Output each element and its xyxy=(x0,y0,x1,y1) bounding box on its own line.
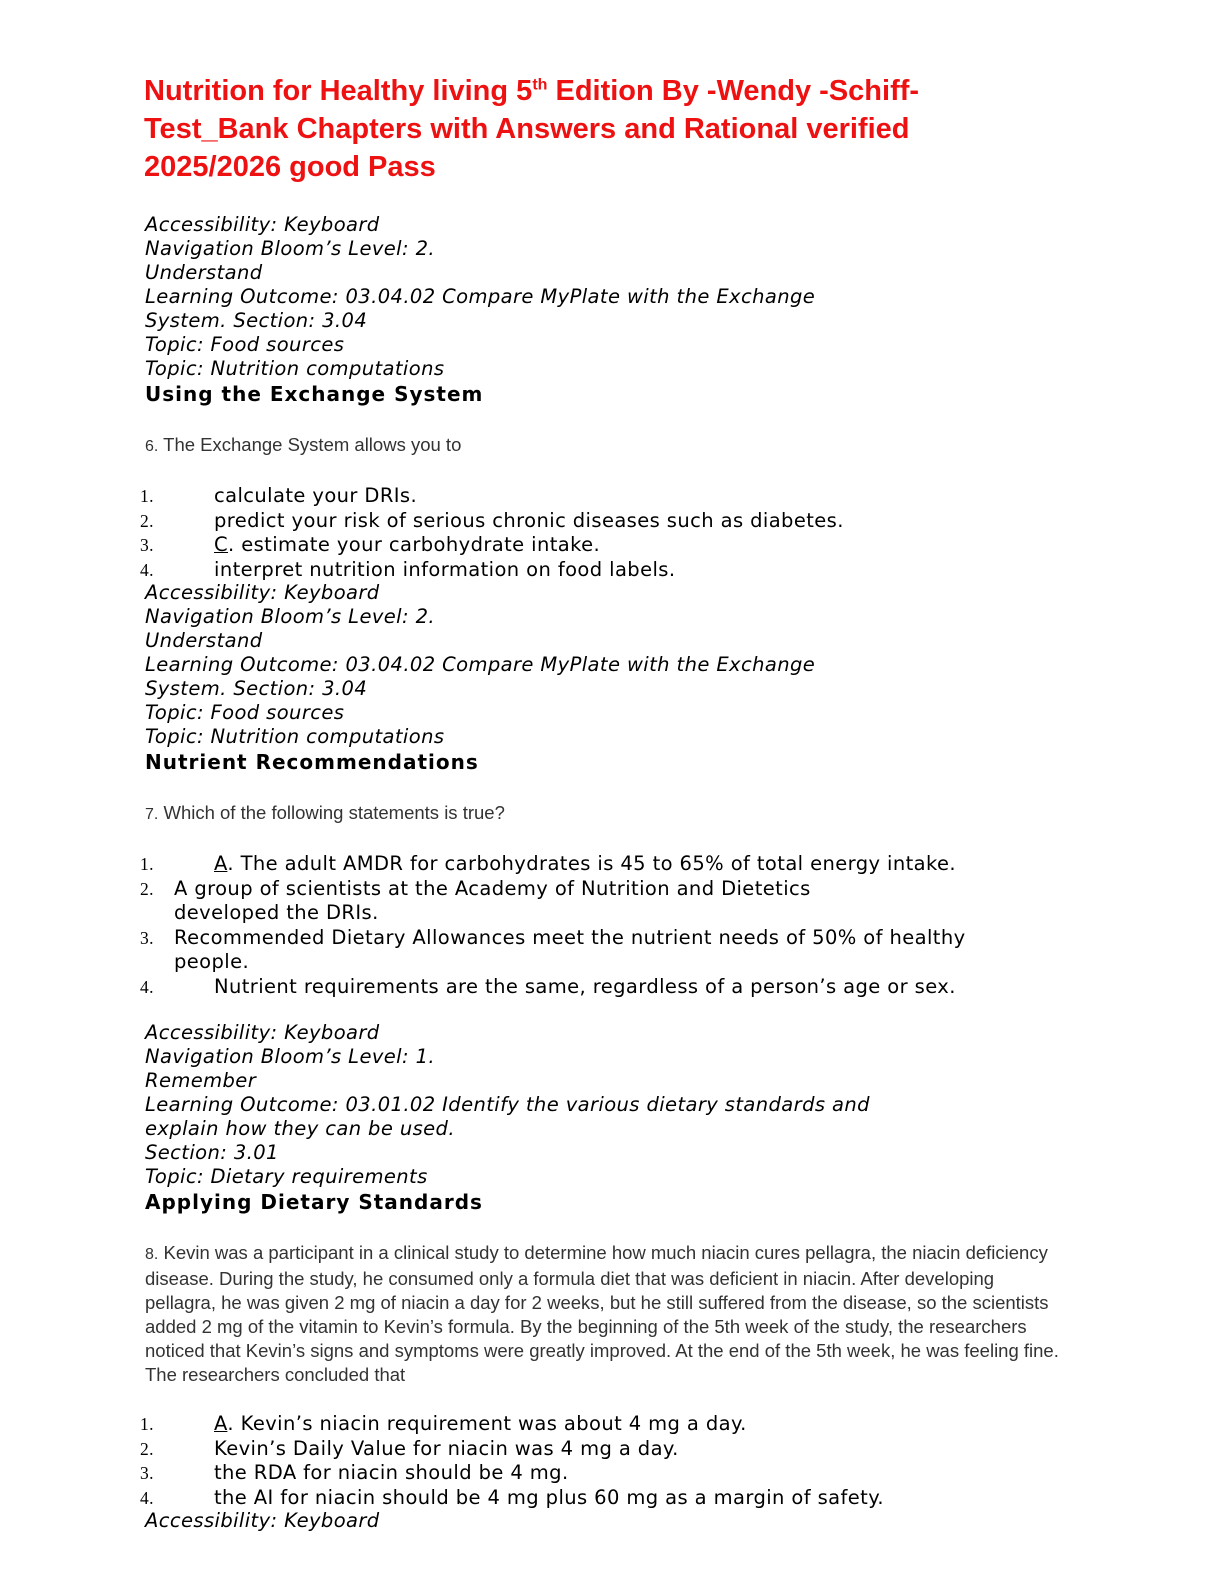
question-text: Kevin was a participant in a clinical study to determine how much niacin cures pellagra, the niacin deficiency disease. During the study, he consumed only a formula diet that was deficient in niacin. After developing pellagra, he was given 2 mg of niacin a day for 2 weeks, but he still suffered from the disease, so the scientists added 2 mg of the vitamin to Kevin’s formula. By the beginning of the 5th week of the study, the researchers noticed that Kevin’s signs and symptoms were greatly improved. At the end of the 5th week, he was feeling fine. The researchers concluded that xyxy=(145,1242,1059,1385)
option-number: 2. xyxy=(140,510,154,531)
answer-option-correct xyxy=(136,1412,1076,1437)
option-text: the RDA for niacin should be 4 mg. xyxy=(214,1461,569,1484)
question-text: Which of the following statements is true? xyxy=(158,802,505,823)
answer-option-correct xyxy=(136,533,1076,558)
answer-option xyxy=(136,1461,1076,1486)
answer-key-letter: C xyxy=(214,533,229,556)
option-number: 1. xyxy=(140,486,154,506)
meta-line: Learning Outcome: 03.04.02 Compare MyPlate with the Exchange xyxy=(145,285,816,308)
option-text: . The adult AMDR for carbohydrates is 45 to 65% of total energy intake. xyxy=(227,852,956,875)
section-heading: Nutrient Recommendations xyxy=(145,750,479,774)
option-number: 4. xyxy=(140,976,154,997)
meta-line: Topic: Nutrition computations xyxy=(145,725,445,748)
title-line1-pre: Nutrition for Healthy living 5 xyxy=(144,75,533,107)
answer-option xyxy=(136,1486,1076,1511)
answer-option xyxy=(136,509,1076,534)
answer-option xyxy=(136,877,894,926)
question-number: 6. xyxy=(145,438,159,455)
question-8-options xyxy=(136,1412,1076,1510)
question-metadata xyxy=(145,1509,380,1533)
option-number: 4. xyxy=(140,559,154,580)
option-text: interpret nutrition information on food labels. xyxy=(214,557,676,581)
answer-option xyxy=(136,558,1076,583)
section-heading: Using the Exchange System xyxy=(145,382,484,406)
title-superscript: th xyxy=(532,76,548,94)
question-6-options xyxy=(136,484,1076,582)
option-number: 4. xyxy=(140,1487,154,1508)
option-number: 2. xyxy=(140,878,154,899)
question-7-stem xyxy=(145,801,1065,827)
option-number: 3. xyxy=(140,1463,154,1483)
title-line3: 2025/2026 good Pass xyxy=(144,151,436,183)
meta-line: Topic: Dietary requirements xyxy=(145,1165,428,1188)
meta-line: System. Section: 3.04 xyxy=(145,309,368,332)
option-text: Kevin’s Daily Value for niacin was 4 mg a day. xyxy=(214,1436,679,1460)
question-number: 7. xyxy=(145,806,159,823)
question-8-stem xyxy=(145,1241,1065,1387)
meta-line: Navigation Bloom’s Level: 1. xyxy=(145,1045,435,1068)
meta-line: Accessibility: Keyboard xyxy=(145,1021,380,1044)
answer-option xyxy=(136,975,1076,1000)
meta-line: Understand xyxy=(145,261,263,284)
section-heading: Applying Dietary Standards xyxy=(145,1190,483,1214)
meta-line: explain how they can be used. xyxy=(145,1117,455,1140)
meta-line: Learning Outcome: 03.04.02 Compare MyPlate with the Exchange xyxy=(145,653,816,676)
answer-option-correct xyxy=(136,852,1004,877)
meta-line: Accessibility: Keyboard xyxy=(145,1509,380,1532)
answer-option xyxy=(136,1437,1076,1462)
option-number: 3. xyxy=(140,927,154,948)
question-metadata xyxy=(145,213,815,381)
meta-line: Section: 3.01 xyxy=(145,1141,279,1164)
option-text: . Kevin’s niacin requirement was about 4 mg a day. xyxy=(227,1412,747,1435)
question-metadata xyxy=(145,581,815,749)
meta-line: Navigation Bloom’s Level: 2. xyxy=(145,237,435,260)
answer-key-letter: A xyxy=(214,852,228,875)
meta-line: Remember xyxy=(145,1069,257,1092)
option-text: calculate your DRIs. xyxy=(214,484,418,507)
question-metadata xyxy=(145,1021,870,1189)
title-line1-post: Edition By -Wendy -Schiff- xyxy=(547,75,920,107)
option-number: 2. xyxy=(140,1438,154,1459)
question-number: 8. xyxy=(145,1246,159,1263)
meta-line: Navigation Bloom’s Level: 2. xyxy=(145,605,435,628)
question-text: The Exchange System allows you to xyxy=(158,434,462,455)
option-text: A group of scientists at the Academy of Nutrition and Dietetics developed the DRIs. xyxy=(174,876,811,924)
meta-line: Topic: Food sources xyxy=(145,701,345,724)
option-text: . estimate your carbohydrate intake. xyxy=(228,533,601,556)
document-title xyxy=(144,72,1044,186)
option-text: Nutrient requirements are the same, regardless of a person’s age or sex. xyxy=(214,974,956,998)
meta-line: Topic: Food sources xyxy=(145,333,345,356)
option-number: 1. xyxy=(140,1414,154,1434)
option-text: Recommended Dietary Allowances meet the nutrient needs of 50% of healthy people. xyxy=(174,925,966,973)
meta-line: Accessibility: Keyboard xyxy=(145,581,380,604)
title-line2: Test_Bank Chapters with Answers and Rational verified xyxy=(144,113,910,145)
option-number: 3. xyxy=(140,535,154,555)
answer-option xyxy=(136,484,1076,509)
option-text: predict your risk of serious chronic diseases such as diabetes. xyxy=(214,508,844,532)
meta-line: System. Section: 3.04 xyxy=(145,677,368,700)
meta-line: Accessibility: Keyboard xyxy=(145,213,380,236)
option-text: the AI for niacin should be 4 mg plus 60 mg as a margin of safety. xyxy=(214,1485,884,1509)
answer-key-letter: A xyxy=(214,1412,228,1435)
meta-line: Topic: Nutrition computations xyxy=(145,357,445,380)
meta-line: Learning Outcome: 03.01.02 Identify the various dietary standards and xyxy=(145,1093,870,1116)
question-6-stem xyxy=(145,433,1065,459)
meta-line: Understand xyxy=(145,629,263,652)
answer-option xyxy=(136,926,1014,975)
option-number: 1. xyxy=(140,854,154,874)
question-7-options xyxy=(136,852,1076,999)
